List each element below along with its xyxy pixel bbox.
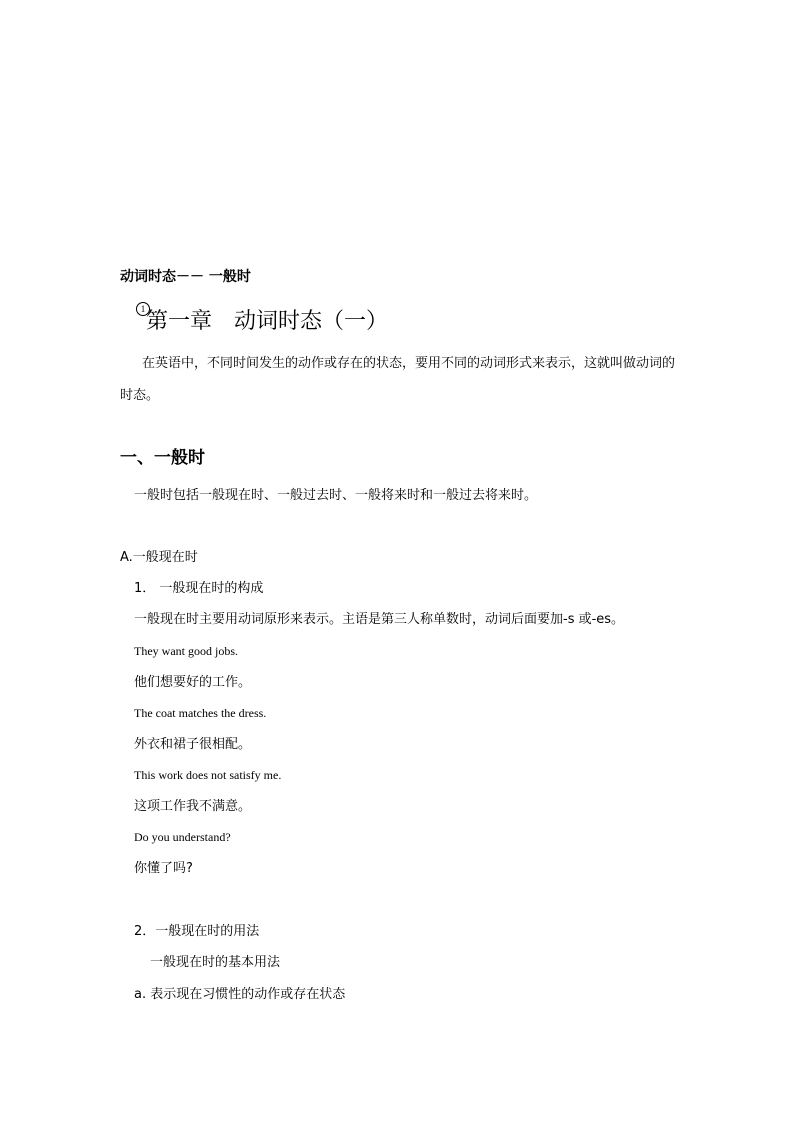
section-intro: 一般时包括一般现在时、一般过去时、一般将来时和一般过去将来时。 [134,488,538,503]
example-chinese: 外衣和裙子很相配。 [134,737,252,752]
item-2-title: 2．一般现在时的用法 [134,924,260,939]
example-chinese: 这项工作我不满意。 [134,799,252,814]
subsection-heading: A.一般现在时 [120,550,198,565]
footnote-marker[interactable]: 1 [136,302,150,316]
example-english: They want good jobs. [134,644,238,658]
intro-paragraph: 在英语中，不同时间发生的动作或存在的状态，要用不同的动词形式来表示，这就叫做动词的时态。 [120,356,676,403]
example-english: The coat matches the dress. [134,706,267,720]
item-1-description: 一般现在时主要用动词原形来表示。主语是第三人称单数时，动词后面要加-s 或-es。 [134,612,625,627]
example-chinese: 他们想要好的工作。 [134,675,252,690]
section-heading: 一、一般时 [120,448,205,468]
example-chinese: 你懂了吗? [134,861,193,876]
example-english: Do you understand? [134,830,231,844]
example-english: This work does not satisfy me. [134,768,282,782]
item-2-subtitle: 一般现在时的基本用法 [150,955,281,970]
item-2-point-a: a. 表示现在习惯性的动作或存在状态 [134,987,346,1002]
chapter-title: 第一章 动词时态（一） [146,309,389,334]
item-1-title: 1． 一般现在时的构成 [134,581,264,596]
document-header: 动词时态－－ 一般时 [120,269,251,285]
